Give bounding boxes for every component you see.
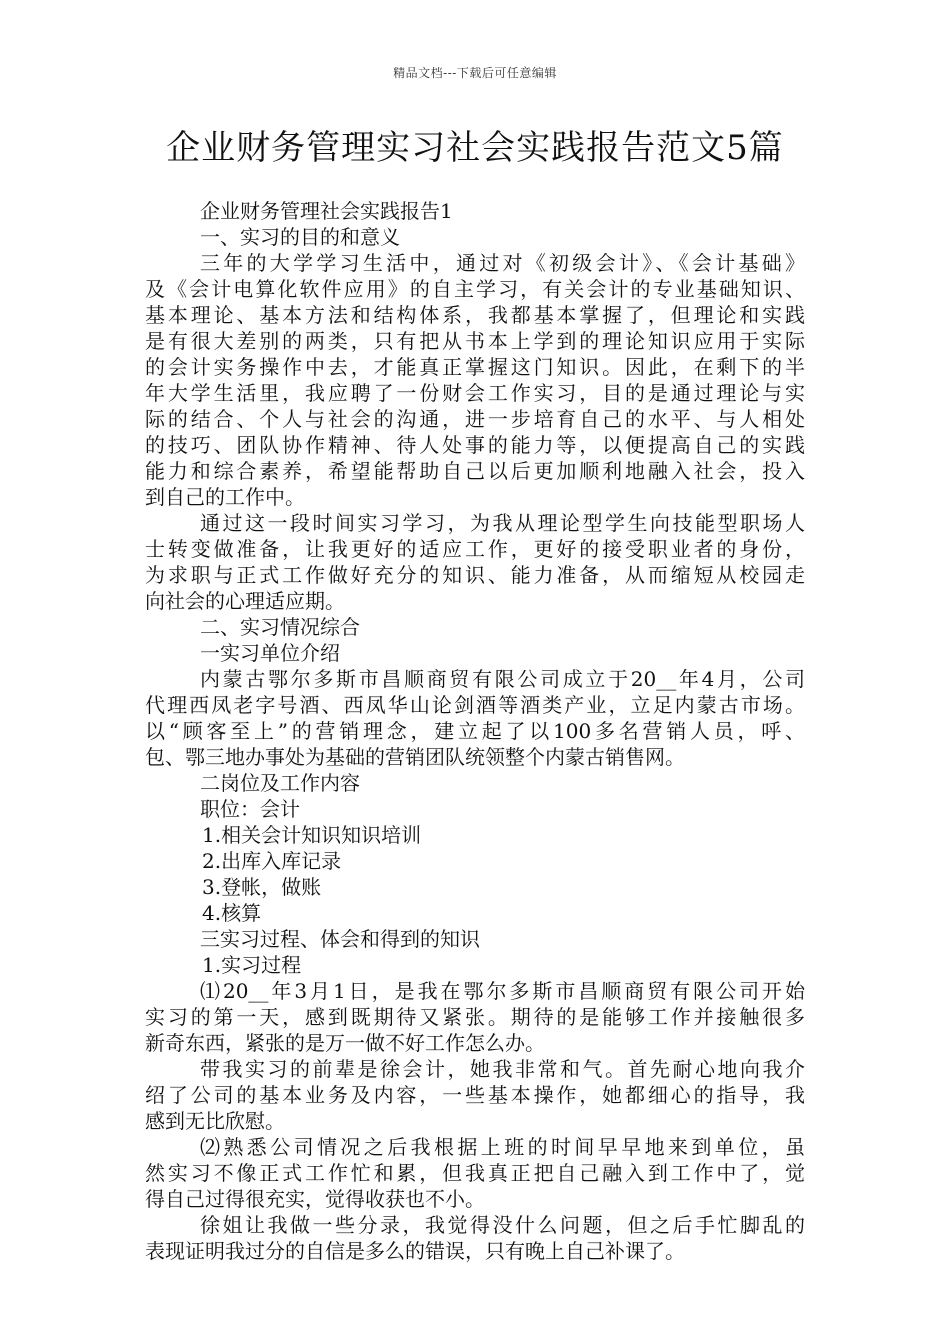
document-title: 企业财务管理实习社会实践报告范文5篇: [166, 128, 784, 168]
paragraph-line: 包、鄂三地办事处为基础的营销团队统领整个内蒙古销售网。: [145, 745, 685, 769]
list-item: 1.相关会计知识知识培训: [202, 823, 422, 847]
section-heading: 一、实习的目的和意义: [200, 225, 400, 249]
paragraph-line: 能力和综合素养，希望能帮助自己以后更加顺利地融入社会，投入: [145, 459, 805, 483]
subsection-heading: 三实习过程、体会和得到的知识: [200, 927, 480, 951]
subsection-heading: 二岗位及工作内容: [200, 771, 360, 795]
paragraph-line: 实习的第一天，感到既期待又紧张。期待的是能够工作并接触很多: [145, 1005, 805, 1029]
header-note: 精品文档---下载后可任意编辑: [393, 66, 557, 80]
paragraph-line: 向社会的心理适应期。: [145, 589, 345, 613]
paragraph-line: 代理西凤老字号酒、西凤华山论剑酒等酒类产业，立足内蒙古市场。: [145, 693, 805, 717]
list-item: 3.登帐，做账: [202, 875, 322, 899]
paragraph-line: 新奇东西，紧张的是万一做不好工作怎么办。: [145, 1031, 545, 1055]
paragraph-line: 得自己过得很充实，觉得收获也不小。: [145, 1187, 485, 1211]
section-heading: 二、实习情况综合: [200, 615, 360, 639]
paragraph-line: 然实习不像正式工作忙和累，但我真正把自己融入到工作中了，觉: [145, 1161, 805, 1185]
paragraph-line: ⑵熟悉公司情况之后我根据上班的时间早早地来到单位，虽: [200, 1135, 805, 1159]
paragraph-line: 内蒙古鄂尔多斯市昌顺商贸有限公司成立于20__年4月，公司: [200, 667, 805, 691]
paragraph-line: 职位：会计: [200, 797, 300, 821]
list-item: 2.出库入库记录: [202, 849, 342, 873]
document-body: [145, 198, 805, 1264]
paragraph-line: 通过这一段时间实习学习，为我从理论型学生向技能型职场人: [200, 511, 805, 535]
paragraph-line: 基本理论、基本方法和结构体系，我都基本掌握了，但理论和实践: [145, 303, 805, 327]
paragraph-line: 以“顾客至上”的营销理念，建立起了以100多名营销人员，呼、: [145, 719, 805, 743]
paragraph-line: 三年的大学学习生活中，通过对《初级会计》、《会计基础》: [200, 251, 805, 275]
section-heading: 企业财务管理社会实践报告1: [200, 199, 453, 223]
paragraph-line: 感到无比欣慰。: [145, 1109, 285, 1133]
list-item: 4.核算: [202, 901, 262, 925]
paragraph-line: 年大学生活里，我应聘了一份财会工作实习，目的是通过理论与实: [145, 381, 805, 405]
subsection-heading: 1.实习过程: [202, 953, 302, 977]
paragraph-line: 表现证明我过分的自信是多么的错误，只有晚上自己补课了。: [145, 1239, 685, 1263]
paragraph-line: 是有很大差别的两类，只有把从书本上学到的理论知识应用于实际: [145, 329, 805, 353]
paragraph-line: 带我实习的前辈是徐会计，她我非常和气。首先耐心地向我介: [200, 1057, 805, 1081]
paragraph-line: 际的结合、个人与社会的沟通，进一步培育自己的水平、与人相处: [145, 407, 805, 431]
paragraph-line: 的技巧、团队协作精神、待人处事的能力等，以便提高自己的实践: [145, 433, 805, 457]
paragraph-line: 到自己的工作中。: [145, 485, 305, 509]
paragraph-line: 的会计实务操作中去，才能真正掌握这门知识。因此，在剩下的半: [145, 355, 805, 379]
paragraph-line: ⑴20__年3月1日，是我在鄂尔多斯市昌顺商贸有限公司开始: [200, 979, 805, 1003]
paragraph-line: 士转变做准备，让我更好的适应工作，更好的接受职业者的身份，: [145, 537, 805, 561]
paragraph-line: 为求职与正式工作做好充分的知识、能力准备，从而缩短从校园走: [145, 563, 805, 587]
subsection-heading: 一实习单位介绍: [200, 641, 340, 665]
paragraph-line: 及《会计电算化软件应用》的自主学习，有关会计的专业基础知识、: [145, 277, 805, 301]
paragraph-line: 徐姐让我做一些分录，我觉得没什么问题，但之后手忙脚乱的: [200, 1213, 805, 1237]
paragraph-line: 绍了公司的基本业务及内容，一些基本操作，她都细心的指导，我: [145, 1083, 805, 1107]
